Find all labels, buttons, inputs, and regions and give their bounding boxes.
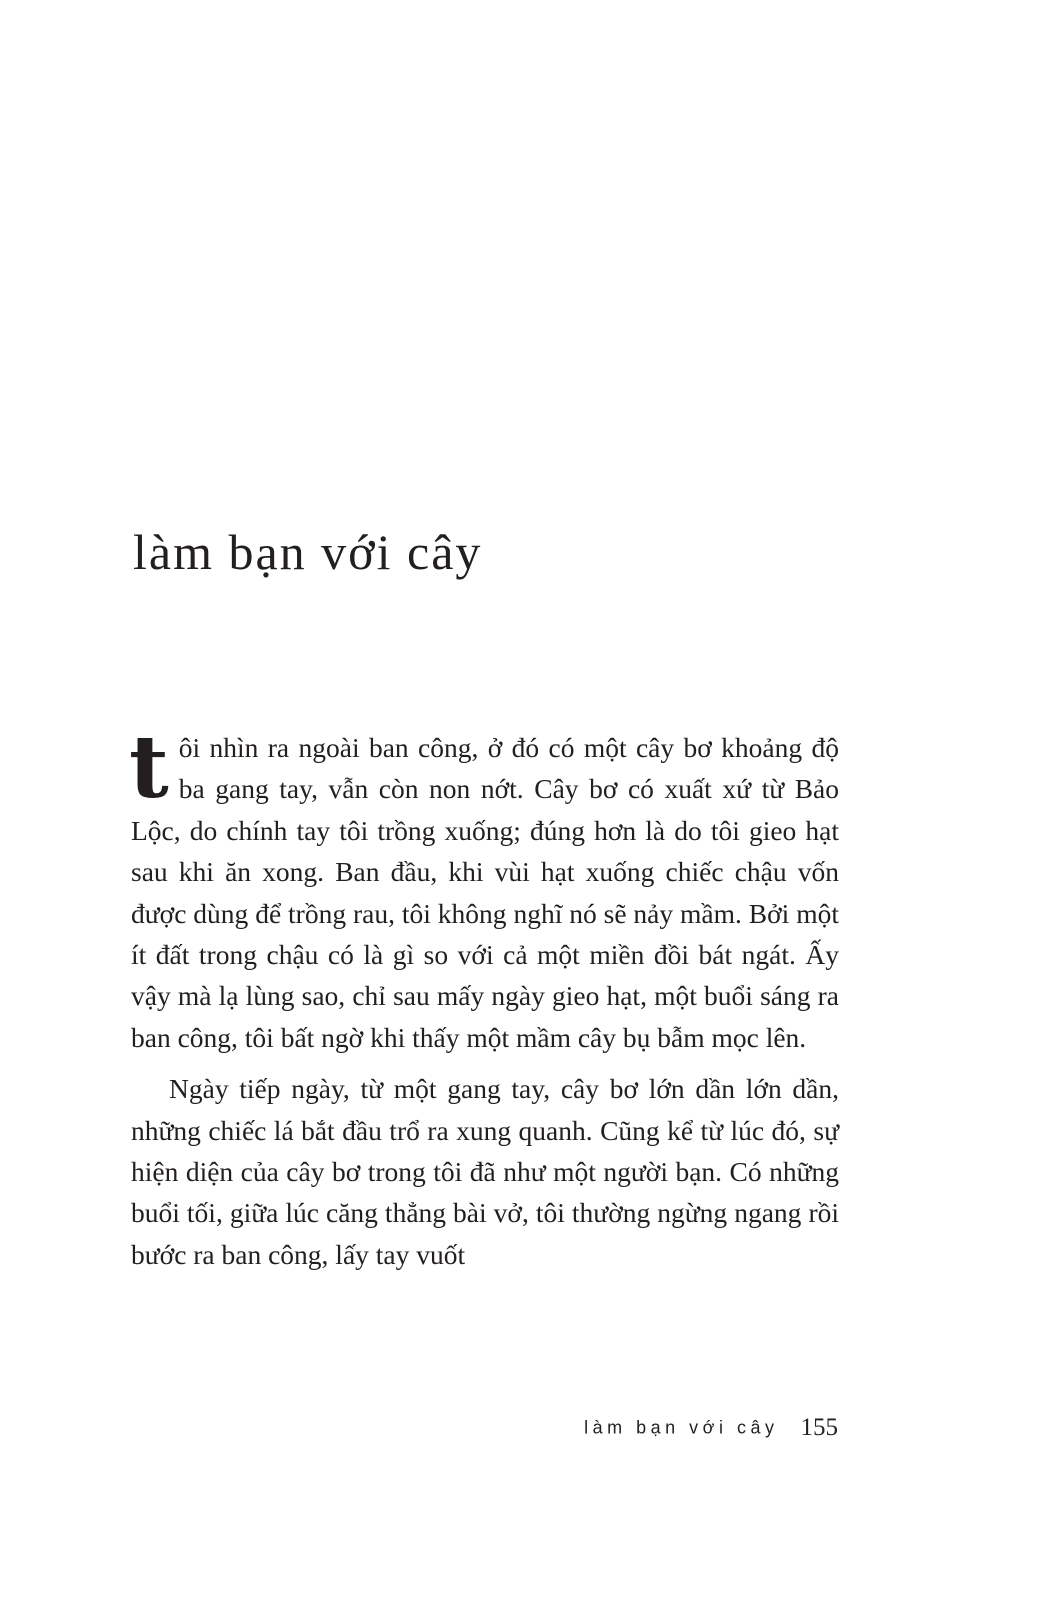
paragraph-2: Ngày tiếp ngày, từ một gang tay, cây bơ lớn dần lớn dần, những chiếc lá bắt đầu trổ ra xung quanh. Cũng kể từ lúc đó, sự hiện diện của cây bơ trong tôi đã như một người bạn. Có những buổi tối, giữa lúc căng thẳng bài vở, tôi thường ngừng ngang rồi bước ra ban công, lấy tay vuốt [131,1073,839,1270]
paragraph-1 [129,717,839,1058]
chapter-title: làm bạn với cây [133,524,483,580]
footer-running-title: làm bạn với cây [584,1417,779,1438]
page-number: 155 [800,1414,838,1441]
drop-cap: t [129,717,169,818]
running-footer [0,1414,838,1442]
body-text [129,717,839,1275]
paragraph-1-text: ôi nhìn ra ngoài ban công, ở đó có một cây bơ khoảng độ ba gang tay, vẫn còn non nớt. Cây bơ có xuất xứ từ Bảo Lộc, do chính tay tôi trồng xuống; đúng hơn là do tôi gieo hạt sau khi ăn xong. Ban đầu, khi vùi hạt xuống chiếc chậu vốn được dùng để trồng rau, tôi không nghĩ nó sẽ nảy mầm. Bởi một ít đất trong chậu có là gì so với cả một miền đồi bát ngát. Ấy vậy mà lạ lùng sao, chỉ sau mấy ngày gieo hạt, một buổi sáng ra ban công, tôi bất ngờ khi thấy một mầm cây bụ bẫm mọc lên. [131,732,839,1053]
